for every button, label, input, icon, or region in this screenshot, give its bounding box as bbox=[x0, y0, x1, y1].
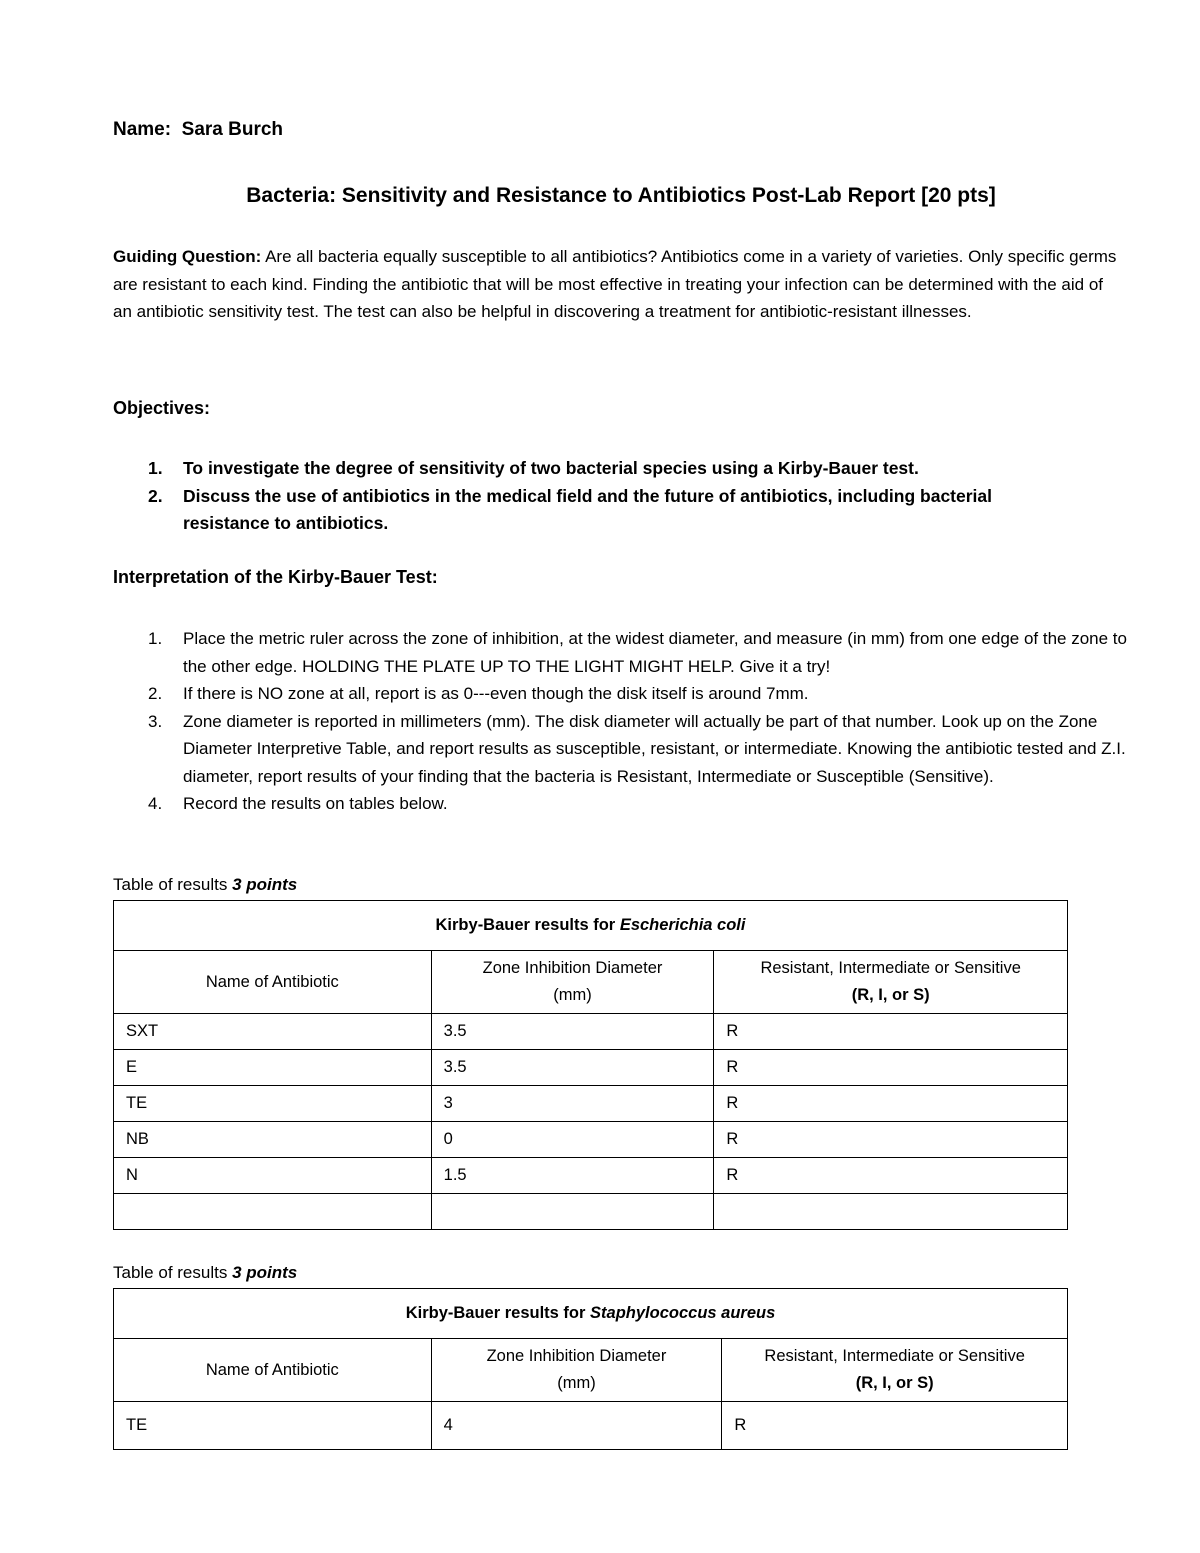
antibiotic-cell bbox=[114, 1194, 432, 1230]
table-row bbox=[114, 1402, 1068, 1450]
objectives-list bbox=[113, 455, 1063, 538]
list-number: 3. bbox=[148, 711, 163, 731]
result-cell bbox=[714, 1194, 1068, 1230]
list-item bbox=[113, 680, 1133, 708]
list-item bbox=[113, 625, 1133, 680]
table1-header-result bbox=[714, 951, 1068, 1014]
diameter-cell: 3.5 bbox=[431, 1014, 714, 1050]
list-text: Zone diameter is reported in millimeters (mm). The disk diameter will actually be part of that number. Look up on the Zone Diameter Interpretive Table, and report results as susceptible, resistant, or intermediate. Knowing the antibiotic tested and Z.I. diameter, report results of your finding that the bacteria is Resistant, Intermediate or Susceptible (Sensitive). bbox=[183, 711, 1126, 786]
report-title: Bacteria: Sensitivity and Resistance to Antibiotics Post-Lab Report [20 pts] bbox=[246, 184, 996, 207]
table1-header-diameter-line1: Zone Inhibition Diameter bbox=[482, 959, 663, 977]
diameter-cell: 3.5 bbox=[431, 1050, 714, 1086]
table1-banner-prefix: Kirby-Bauer results for bbox=[435, 916, 616, 934]
list-item bbox=[113, 455, 1063, 483]
result-cell: R bbox=[714, 1086, 1068, 1122]
result-cell: R bbox=[714, 1158, 1068, 1194]
name-label: Name: bbox=[113, 119, 172, 140]
table1-banner bbox=[114, 901, 1068, 951]
antibiotic-cell: TE bbox=[114, 1402, 432, 1450]
table2-caption bbox=[113, 1263, 297, 1283]
list-text: Place the metric ruler across the zone of inhibition, at the widest diameter, and measure (in mm) from one edge of the zone to the other edge. HOLDING THE PLATE UP TO THE LIGHT MIGHT HELP. Give it a try! bbox=[183, 629, 1127, 676]
list-item bbox=[113, 790, 1133, 818]
list-number: 1. bbox=[148, 629, 163, 648]
diameter-cell: 4 bbox=[431, 1402, 722, 1450]
diameter-cell: 0 bbox=[431, 1122, 714, 1158]
interpretation-list bbox=[113, 625, 1133, 818]
antibiotic-cell: TE bbox=[114, 1086, 432, 1122]
list-text: To investigate the degree of sensitivity of two bacterial species using a Kirby-Bauer test. bbox=[183, 458, 919, 478]
guiding-question-text: Are all bacteria equally susceptible to all antibiotics? Antibiotics come in a variety of varieties. Only specific germs are resistant to each kind. Finding the antibiotic that will be most effective in treating your infection can be determined with the aid of an antibiotic sensitivity test. The test can also be helpful in discovering a treatment for antibiotic-resistant illnesses. bbox=[113, 247, 1117, 321]
list-number: 4. bbox=[148, 794, 163, 813]
table1-header-diameter-line2: (mm) bbox=[553, 986, 592, 1004]
table-row bbox=[114, 1158, 1068, 1194]
ecoli-results-table bbox=[113, 900, 1068, 1230]
diameter-cell: 3 bbox=[431, 1086, 714, 1122]
table1-caption-text: Table of results bbox=[113, 875, 228, 894]
table2-header-result-line1: Resistant, Intermediate or Sensitive bbox=[764, 1347, 1025, 1365]
saureus-results-table bbox=[113, 1288, 1068, 1450]
list-number: 2. bbox=[148, 485, 163, 506]
diameter-cell: 1.5 bbox=[431, 1158, 714, 1194]
name-value: Sara Burch bbox=[181, 119, 284, 140]
guiding-question bbox=[113, 243, 1123, 326]
table2-header-diameter bbox=[431, 1339, 722, 1402]
result-cell: R bbox=[714, 1014, 1068, 1050]
table2-banner-prefix: Kirby-Bauer results for bbox=[405, 1304, 586, 1322]
table2-header-result bbox=[722, 1339, 1068, 1402]
result-cell: R bbox=[714, 1122, 1068, 1158]
table2-banner bbox=[114, 1289, 1068, 1339]
table1-header-result-line1: Resistant, Intermediate or Sensitive bbox=[760, 959, 1021, 977]
table2-organism: Staphylococcus aureus bbox=[590, 1304, 776, 1322]
table-row bbox=[114, 1086, 1068, 1122]
table1-header-result-line2: (R, I, or S) bbox=[851, 986, 930, 1004]
list-item bbox=[113, 483, 1063, 538]
antibiotic-cell: NB bbox=[114, 1122, 432, 1158]
table2-header-diameter-line2: (mm) bbox=[557, 1374, 596, 1392]
antibiotic-cell: N bbox=[114, 1158, 432, 1194]
result-cell: R bbox=[722, 1402, 1068, 1450]
table-row bbox=[114, 1194, 1068, 1230]
result-cell: R bbox=[714, 1050, 1068, 1086]
guiding-question-label: Guiding Question: bbox=[113, 247, 262, 266]
table-row bbox=[114, 1122, 1068, 1158]
table-row bbox=[114, 1014, 1068, 1050]
list-text: If there is NO zone at all, report is as 0---even though the disk itself is around 7mm. bbox=[183, 684, 809, 703]
list-text: Discuss the use of antibiotics in the medical field and the future of antibiotics, including bacterial resistance to antibiotics. bbox=[183, 485, 993, 533]
interpretation-heading: Interpretation of the Kirby-Bauer Test: bbox=[113, 567, 438, 587]
diameter-cell bbox=[431, 1194, 714, 1230]
table1-header-diameter bbox=[431, 951, 714, 1014]
antibiotic-cell: SXT bbox=[114, 1014, 432, 1050]
list-item bbox=[113, 708, 1133, 791]
list-text: Record the results on tables below. bbox=[183, 794, 448, 813]
table2-header-diameter-line1: Zone Inhibition Diameter bbox=[486, 1347, 667, 1365]
table2-header-antibiotic: Name of Antibiotic bbox=[114, 1339, 432, 1402]
table1-points: 3 points bbox=[232, 875, 298, 894]
student-name-line bbox=[113, 119, 283, 141]
list-number: 2. bbox=[148, 684, 163, 703]
table1-caption bbox=[113, 875, 297, 895]
table2-header-result-line2: (R, I, or S) bbox=[855, 1374, 934, 1392]
table1-organism: Escherichia coli bbox=[619, 916, 746, 934]
objectives-heading: Objectives: bbox=[113, 398, 211, 418]
table2-caption-text: Table of results bbox=[113, 1263, 228, 1282]
table-row bbox=[114, 1050, 1068, 1086]
table1-header-antibiotic: Name of Antibiotic bbox=[114, 951, 432, 1014]
list-number: 1. bbox=[148, 458, 163, 478]
antibiotic-cell: E bbox=[114, 1050, 432, 1086]
table2-points: 3 points bbox=[232, 1263, 298, 1282]
